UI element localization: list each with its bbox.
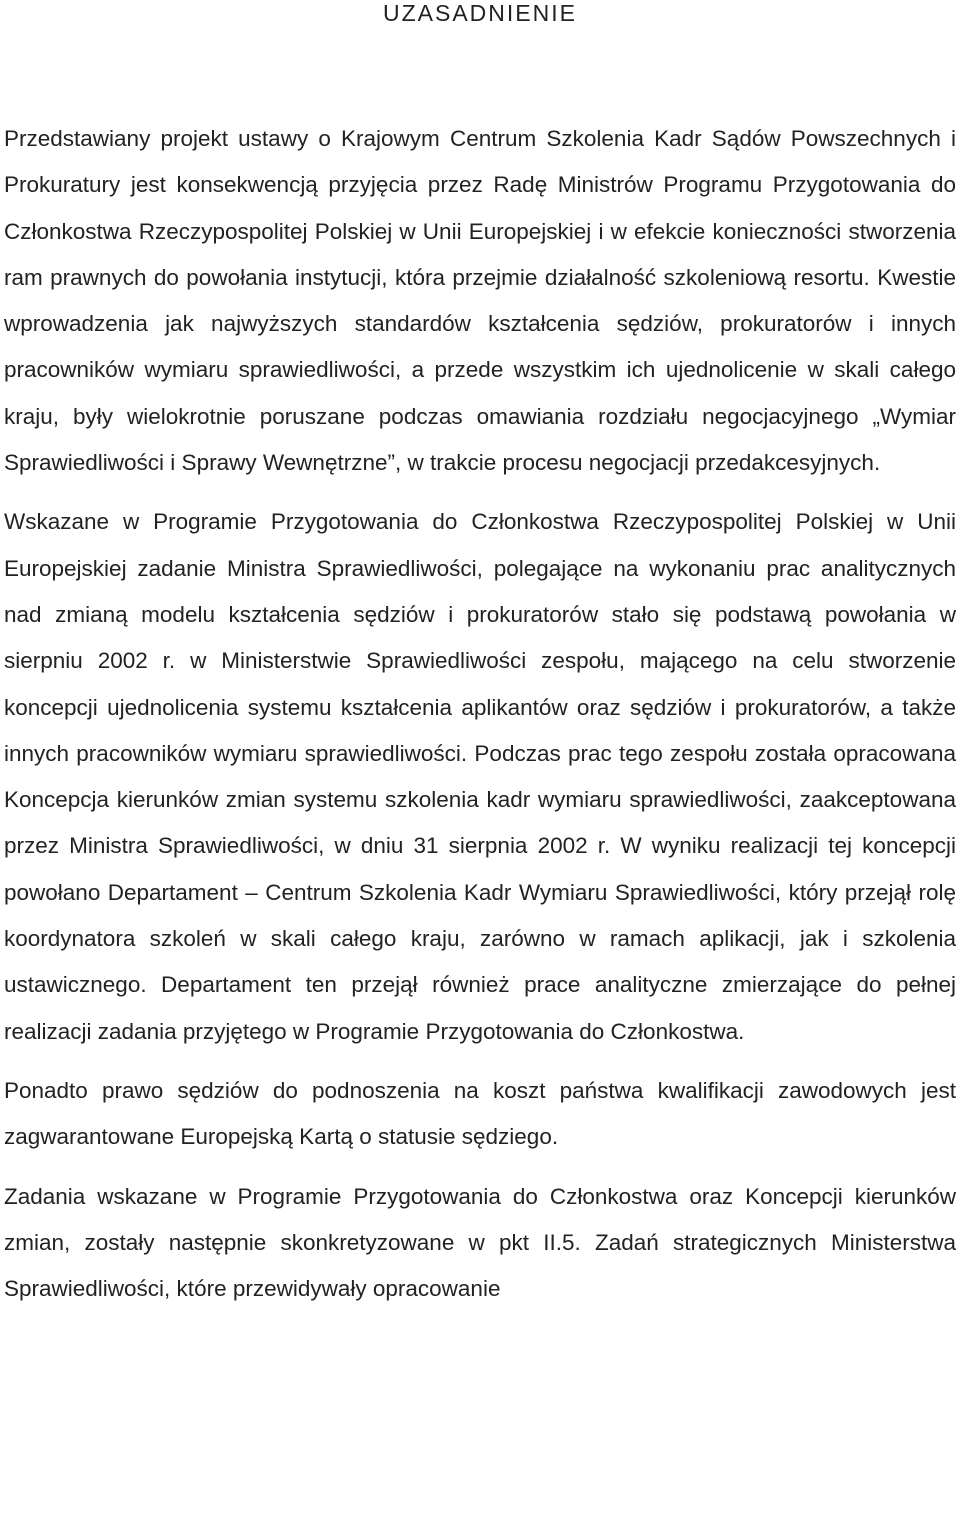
paragraph-tasks: Zadania wskazane w Programie Przygotowania do Członkostwa oraz Koncepcji kierunków zmian, zostały następnie skonkretyzowane w pkt II.5. Zadań strategicznych Ministerstwa Sprawiedliwości, które przewidywały opracowanie bbox=[4, 1183, 956, 1302]
paragraph-intro: Przedstawiany projekt ustawy o Krajowym Centrum Szkolenia Kadr Sądów Powszechnych i Prokuratury jest konsekwencją przyjęcia przez Radę Ministrów Programu Przygotowania do Członkostwa Rzeczypospolitej Polskiej w Unii Europejskiej i w efekcie konieczności stworzenia ram prawnych do powołania instytucji, która przejmie działalność szkoleniową resortu. Kwestie wprowadzenia jak najwyższych standardów kształcenia sędziów, prokuratorów i innych pracowników wymiaru sprawiedliwości, a przede wszystkim ich ujednolicenie w skali całego kraju, były wielokrotnie poruszane podczas omawiania rozdziału negocjacyjnego „Wymiar Sprawiedliwości i Sprawy Wewnętrzne”, w trakcie procesu negocjacji przedakcesyjnych. bbox=[4, 126, 956, 476]
paragraph-charter: Ponadto prawo sędziów do podnoszenia na koszt państwa kwalifikacji zawodowych jest zagwarantowane Europejską Kartą o statusie sędziego. bbox=[4, 1077, 956, 1150]
document-title: UZASADNIENIE bbox=[383, 0, 577, 26]
document-page bbox=[4, 0, 956, 1312]
paragraph-program: Wskazane w Programie Przygotowania do Członkostwa Rzeczypospolitej Polskiej w Unii Europejskiej zadanie Ministra Sprawiedliwości, polegające na wykonaniu prac analitycznych nad zmianą modelu kształcenia sędziów i prokuratorów stało się podstawą powołania w sierpniu 2002 r. w Ministerstwie Sprawiedliwości zespołu, mającego na celu stworzenie koncepcji ujednolicenia systemu kształcenia aplikantów oraz sędziów i prokuratorów, a także innych pracowników wymiaru sprawiedliwości. Podczas prac tego zespołu została opracowana Koncepcja kierunków zmian systemu szkolenia kadr wymiaru sprawiedliwości, zaakceptowana przez Ministra Sprawiedliwości, w dniu 31 sierpnia 2002 r. W wyniku realizacji tej koncepcji powołano Departament – Centrum Szkolenia Kadr Wymiaru Sprawiedliwości, który przejął rolę koordynatora szkoleń w skali całego kraju, zarówno w ramach aplikacji, jak i szkolenia ustawicznego. Departament ten przejął również prace analityczne zmierzające do pełnej realizacji zadania przyjętego w Programie Przygotowania do Członkostwa. bbox=[4, 509, 956, 1044]
